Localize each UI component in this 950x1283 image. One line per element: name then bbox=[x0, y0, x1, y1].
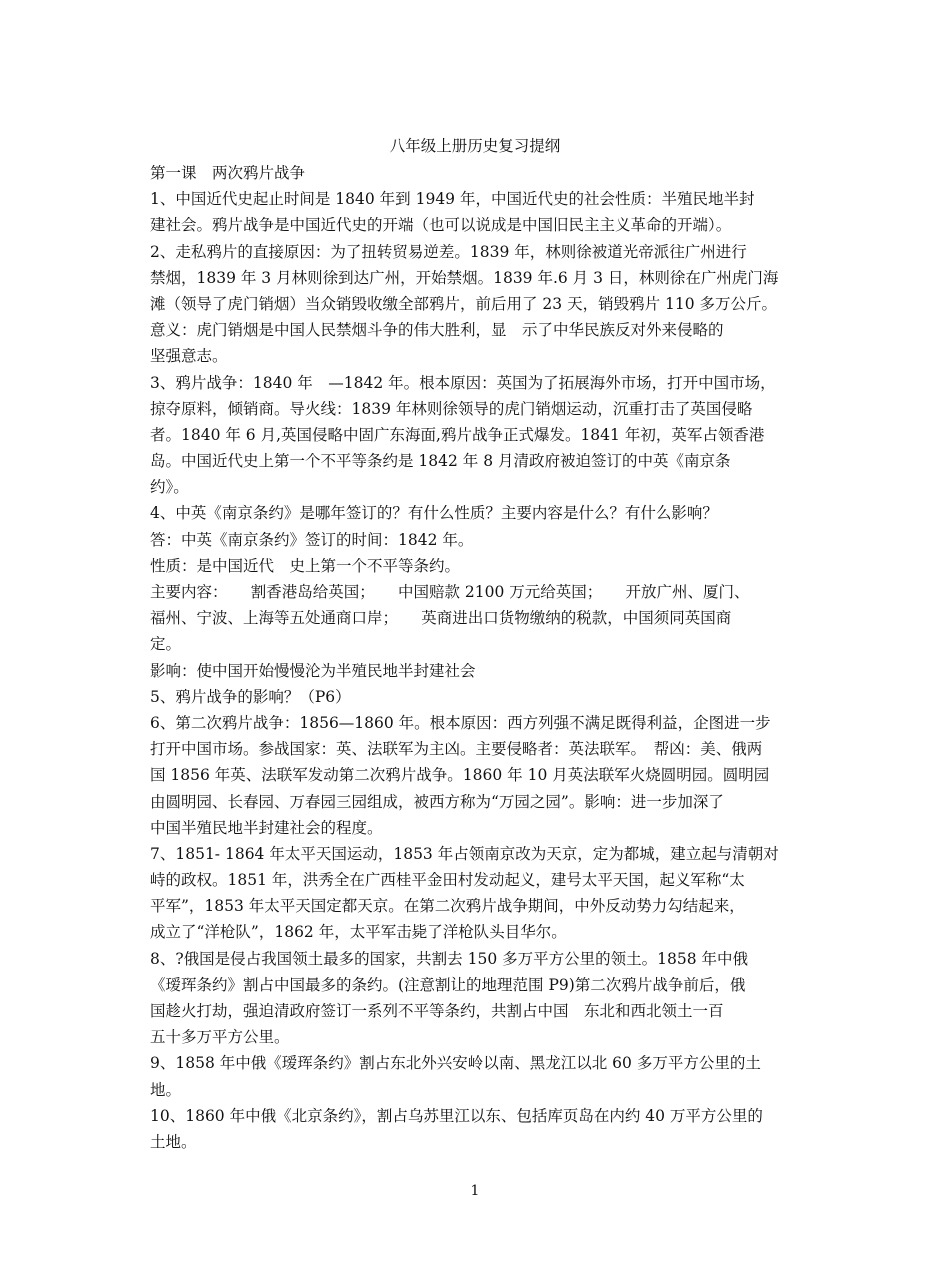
text-line: 9、1858 年中俄《瑷珲条约》割占东北外兴安岭以南、黑龙江以北 60 多万平方公里的土 bbox=[150, 1054, 761, 1073]
text-line: 性质：是中国近代 史上第一个不平等条约。 bbox=[150, 556, 461, 575]
text-line: 峙的政权。1851 年，洪秀全在广西桂平金田村发动起义，建号太平天国，起义军称“太 bbox=[150, 871, 745, 890]
document-body bbox=[150, 160, 810, 1155]
text-line: 7、1851- 1864 年太平天国运动，1853 年占领南京改为天京，定为都城，建立起与清朝对 bbox=[150, 844, 779, 863]
text-line: 主要内容： 割香港岛给英国； 中国赔款 2100 万元给英国； 开放广州、厦门、 bbox=[150, 583, 750, 601]
text-line: 国 1856 年英、法联军发动第二次鸦片战争。1860 年 10 月英法联军火烧圆明园。圆明园 bbox=[150, 766, 770, 785]
text-line: 约》。 bbox=[150, 478, 189, 497]
text-line: 土地。 bbox=[150, 1132, 197, 1151]
text-line: 建社会。鸦片战争是中国近代史的开端（也可以说成是中国旧民主主义革命的开端）。 bbox=[150, 216, 732, 235]
text-line: 《瑷珲条约》割占中国最多的条约。(注意割让的地理范围 P9)第二次鸦片战争前后，俄 bbox=[150, 975, 746, 994]
text-line: 中国半殖民地半封建社会的程度。 bbox=[150, 818, 383, 837]
text-line: 平军”，1853 年太平天国定都天京。在第二次鸦片战争期间，中外反动势力勾结起来， bbox=[150, 897, 745, 916]
text-line: 4、中英《南京条约》是哪年签订的？有什么性质？主要内容是什么？有什么影响？ bbox=[150, 504, 718, 523]
text-line: 岛。中国近代史上第一个不平等条约是 1842 年 8 月清政府被迫签订的中英《南京条 bbox=[150, 452, 731, 471]
text-line: 6、第二次鸦片战争：1856—1860 年。根本原因：西方列强不满足既得利益，企图进一步 bbox=[150, 713, 771, 732]
text-line: 答：中英《南京条约》签订的时间：1842 年。 bbox=[150, 530, 474, 549]
text-line: 国趁火打劫，强迫清政府签订一系列不平等条约，共割占中国 东北和西北领土一百 bbox=[150, 1002, 724, 1020]
text-line: 五十多万平方公里。 bbox=[150, 1028, 290, 1047]
text-line: 禁烟，1839 年 3 月林则徐到达广州，开始禁烟。1839 年.6 月 3 日，林则徐在广州虎门海 bbox=[150, 268, 779, 287]
text-line: 影响：使中国开始慢慢沦为半殖民地半封建社会 bbox=[150, 661, 476, 680]
page-number: 1 bbox=[470, 1183, 480, 1199]
document-title: 八年级上册历史复习提纲 bbox=[389, 137, 561, 155]
text-line: 滩（领导了虎门销烟）当众销毁收缴全部鸦片，前后用了 23 天，销毁鸦片 110 多万公斤。 bbox=[150, 294, 778, 313]
text-line: 3、鸦片战争：1840 年 —1842 年。根本原因：英国为了拓展海外市场，打开中国市场， bbox=[150, 373, 776, 392]
text-line: 第一课 两次鸦片战争 bbox=[150, 164, 306, 182]
text-line: 1、中国近代史起止时间是 1840 年到 1949 年，中国近代史的社会性质：半殖民地半封 bbox=[150, 190, 755, 209]
text-line: 意义：虎门销烟是中国人民禁烟斗争的伟大胜利，显 示了中华民族反对外来侵略的 bbox=[150, 321, 724, 340]
text-line: 定。 bbox=[150, 635, 182, 654]
text-line: 福州、宁波、上海等五处通商口岸； 英商进出口货物缴纳的税款，中国须同英国商 bbox=[150, 609, 732, 628]
text-line: 坚强意志。 bbox=[150, 347, 228, 366]
text-line: 5、鸦片战争的影响？（P6） bbox=[150, 687, 351, 706]
text-line: 成立了“洋枪队”，1862 年，太平军击毙了洋枪队头目华尔。 bbox=[150, 923, 567, 942]
text-line: 10、1860 年中俄《北京条约》，割占乌苏里江以东、包括库页岛在内约 40 万平方公里的 bbox=[150, 1106, 763, 1125]
text-line: 打开中国市场。参战国家：英、法联军为主凶。主要侵略者：英法联军。 帮凶：美、俄两 bbox=[150, 740, 763, 759]
text-line: 掠夺原料，倾销商。导火线：1839 年林则徐领导的虎门销烟运动，沉重打击了英国侵略 bbox=[150, 399, 753, 418]
text-line: 8、?俄国是侵占我国领土最多的国家，共割去 150 多万平方公里的领土。1858 年中俄 bbox=[150, 949, 748, 968]
text-line: 2、走私鸦片的直接原因：为了扭转贸易逆差。1839 年，林则徐被道光帝派往广州进行 bbox=[150, 242, 747, 261]
text-line: 者。1840 年 6 月,英国侵略中固广东海面,鸦片战争正式爆发。1841 年初，英军占领香港 bbox=[150, 425, 765, 444]
text-line: 地。 bbox=[150, 1080, 182, 1099]
text-line: 由圆明园、长春园、万春园三园组成，被西方称为“万园之园”。影响：进一步加深了 bbox=[150, 792, 724, 811]
